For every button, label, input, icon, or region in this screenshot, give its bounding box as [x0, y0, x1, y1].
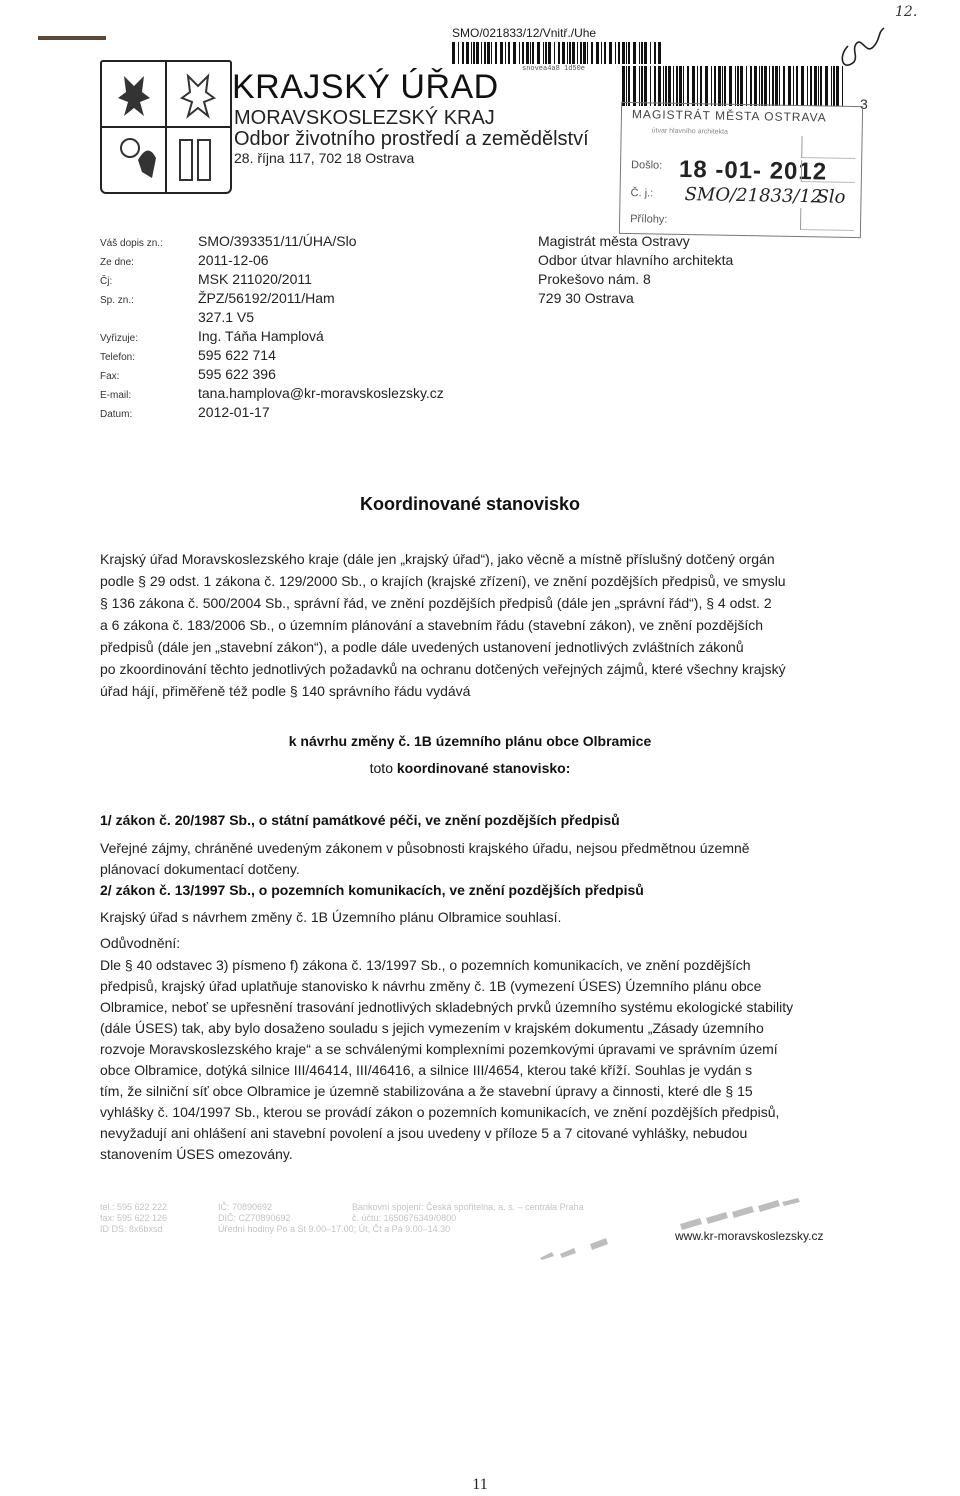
meta-label: Ze dne:	[100, 257, 134, 268]
paragraph-line: a 6 zákona č. 183/2006 Sb., o územním plánování a stavebním řádu (stavební zákon), ve znění pozdějších	[100, 617, 764, 633]
paragraph-line: po zkoordinování těchto jednotlivých požadavků na ochranu dotčených veřejných zájmů, které všechny krajský	[100, 661, 786, 677]
stamp-subtitle: útvar hlavního architekta	[651, 127, 728, 136]
paragraph-line: podle § 29 odst. 1 zákona č. 129/2000 Sb., o krajích (krajské zřízení), ve znění pozdějších předpisů, ve smyslu	[100, 573, 786, 589]
footer-line: č. účtu: 1650676349/0800	[352, 1213, 457, 1223]
page-number: 11	[472, 1476, 488, 1493]
paragraph-line: § 136 zákona č. 500/2004 Sb., správní řád, ve znění pozdějších předpisů (dále jen „správní řád“), § 4 odst. 2	[100, 595, 772, 611]
document-title: Koordinované stanovisko	[359, 494, 581, 514]
recipient-line: Odbor útvar hlavního architekta	[538, 252, 734, 268]
meta-value: Ing. Táňa Hamplová	[198, 328, 324, 344]
org-address: 28. října 117, 702 18 Ostrava	[234, 150, 415, 166]
meta-label: Datum:	[100, 409, 133, 420]
meta-label: Vyřizuje:	[100, 333, 138, 344]
meta-value: SMO/393351/11/ÚHA/Slo	[198, 233, 357, 249]
recipient-line: Magistrát města Ostravy	[538, 233, 690, 249]
org-region: MORAVSKOSLEZSKÝ KRAJ	[234, 107, 495, 129]
handwritten-signature-icon	[834, 16, 894, 76]
footer-line: DIČ: CZ70890692	[218, 1213, 291, 1223]
meta-value: 2012-01-17	[198, 404, 270, 420]
footer-decoration-icon	[530, 1196, 800, 1260]
received-stamp	[619, 102, 863, 238]
paragraph-line: obce Olbramice, dotýká silnice III/46414, III/46416, a silnice III/4654, kterou také kříží. Souhlas je vydán s	[100, 1062, 753, 1078]
barcode-number: snovea4a8 1d50e	[522, 65, 586, 73]
meta-label: E-mail:	[100, 390, 132, 401]
stamp-side-box	[801, 160, 855, 183]
meta-label: Váš dopis zn.:	[100, 238, 163, 249]
meta-label: Čj:	[100, 276, 113, 287]
section-1-heading: 1/ zákon č. 20/1987 Sb., o státní památkové péči, ve znění pozdějších předpisů	[100, 812, 620, 828]
footer-line: ID DS: 8x6bxsd	[100, 1224, 163, 1234]
meta-value: tana.hamplova@kr-moravskoslezsky.cz	[198, 385, 444, 401]
paragraph-line: vyhlášky č. 104/1997 Sb., kterou se provádí zákon o pozemních komunikacích, ve znění pozdějších předpisů,	[100, 1104, 780, 1120]
meta-label: Fax:	[100, 371, 120, 382]
barcode-icon	[452, 42, 662, 64]
reasoning-label: Odůvodnění:	[100, 935, 181, 951]
section-1-line: plánovací dokumentací dotčeny.	[100, 861, 300, 877]
stamp-number-label: Č. j.:	[630, 187, 654, 200]
paragraph-line: stanovením ÚSES omezovány.	[100, 1146, 293, 1162]
footer-website-link[interactable]: www.kr-moravskoslezsky.cz	[675, 1229, 824, 1243]
paragraph-line: Krajský úřad Moravskoslezského kraje (dále jen „krajský úřad“), jako věcně a místně příslušný dotčený orgán	[100, 551, 775, 567]
department-name: Odbor životního prostředí a zemědělství	[234, 128, 589, 150]
paragraph-line: Dle § 40 odstavec 3) písmeno f) zákona č. 13/1997 Sb., o pozemních komunikacích, ve znění pozdějších	[100, 957, 751, 973]
issues-bold: koordinované stanovisko:	[396, 760, 571, 776]
stamp-title: MAGISTRÁT MĚSTA OSTRAVA	[631, 107, 827, 125]
coat-of-arms-logo	[100, 60, 232, 194]
footer-line: Úřední hodiny Po a St 9.00–17.00; Út, Čt a Pá 9.00–14.30	[218, 1224, 451, 1234]
meta-value: 595 622 714	[198, 347, 276, 363]
issues-prefix: toto	[369, 760, 393, 776]
meta-value: 2011-12-06	[198, 252, 269, 268]
meta-value: 595 622 396	[198, 366, 276, 382]
paragraph-line: úřad hájí, přiměřeně též podle § 140 správního řádu vydává	[100, 683, 471, 699]
recipient-line: Prokešovo nám. 8	[538, 271, 651, 287]
meta-value: MSK 211020/2011	[198, 271, 312, 287]
paragraph-line: předpisů (dále jen „stavební zákon“), a podle dále uvedených ustanovení jednotlivých zvláštních zákonů	[100, 639, 744, 655]
stamp-number-handwritten: SMO/21833/12	[684, 184, 823, 208]
footer-line: fax: 595 622 126	[100, 1213, 168, 1223]
page-mark-annotation: 12.	[895, 4, 918, 20]
footer-line: IČ: 70890692	[218, 1202, 273, 1212]
stamp-attachments-label: Přílohy:	[630, 213, 668, 226]
meta-value: ŽPZ/56192/2011/Ham	[198, 290, 335, 306]
paragraph-line: tím, že silniční síť obce Olbramice je územně stabilizována a že stavební úpravy a činnosti, které dle § 15	[100, 1083, 753, 1099]
meta-label: Telefon:	[100, 352, 136, 363]
stamp-received-label: Došlo:	[630, 159, 663, 172]
recipient-line: 729 30 Ostrava	[538, 290, 634, 306]
section-1-line: Veřejné zájmy, chráněné uvedeným zákonem v působnosti krajského úřadu, nejsou předmětnou územně	[100, 840, 750, 856]
section-2-heading: 2/ zákon č. 13/1997 Sb., o pozemních komunikacích, ve znění pozdějších předpisů	[100, 882, 644, 898]
footer-contacts	[100, 1202, 167, 1235]
stamp-initials-handwritten: Slo	[816, 186, 846, 208]
stamp-received-date: 18 -01- 2012	[678, 155, 828, 186]
meta-label: Sp. zn.:	[100, 295, 134, 306]
paragraph-line: předpisů, krajský úřad uplatňuje stanovisko k návrhu změny č. 1B (vymezení ÚSES) Územního plánu obce	[100, 978, 762, 994]
corner-mark-annotation: 3	[860, 96, 868, 112]
paragraph-line: nevyžadují ani ohlášení ani stavební povolení a jsou uvedeny v příloze 5 a 7 citované vyhlášky, nebudou	[100, 1125, 748, 1141]
org-title: KRAJSKÝ ÚŘAD	[232, 68, 499, 106]
barcode-right-icon	[622, 66, 846, 106]
paragraph-line: rozvoje Moravskoslezského kraje“ a se schválenými komplexními pozemkovými úpravami ve správním území	[100, 1041, 778, 1057]
stamp-side-box	[801, 136, 855, 159]
issues-line	[0, 760, 940, 776]
paragraph-line: (dále ÚSES) tak, aby bylo dosaženo souladu s jejich vymezením v krajském dokumentu „Zásady územního	[100, 1020, 764, 1036]
meta-value: 327.1 V5	[198, 309, 255, 325]
subject-line: k návrhu změny č. 1B územního plánu obce Olbramice	[288, 733, 652, 749]
section-2-consent: Krajský úřad s návrhem změny č. 1B Územního plánu Olbramice souhlasí.	[100, 909, 562, 925]
paragraph-line: Olbramice, neboť se upřesnění trasování jednotlivých skladebných prvků územního systému ekologické stability	[100, 999, 794, 1015]
scan-mark	[38, 36, 106, 40]
stamp-side-box	[800, 208, 854, 231]
registry-reference: SMO/021833/12/Vnitř./Uhe	[452, 26, 597, 40]
footer-line: Bankovní spojení: Česká spořitelna, a. s. – centrála Praha	[352, 1202, 584, 1212]
footer-line: tel.: 595 622 222	[100, 1202, 168, 1212]
